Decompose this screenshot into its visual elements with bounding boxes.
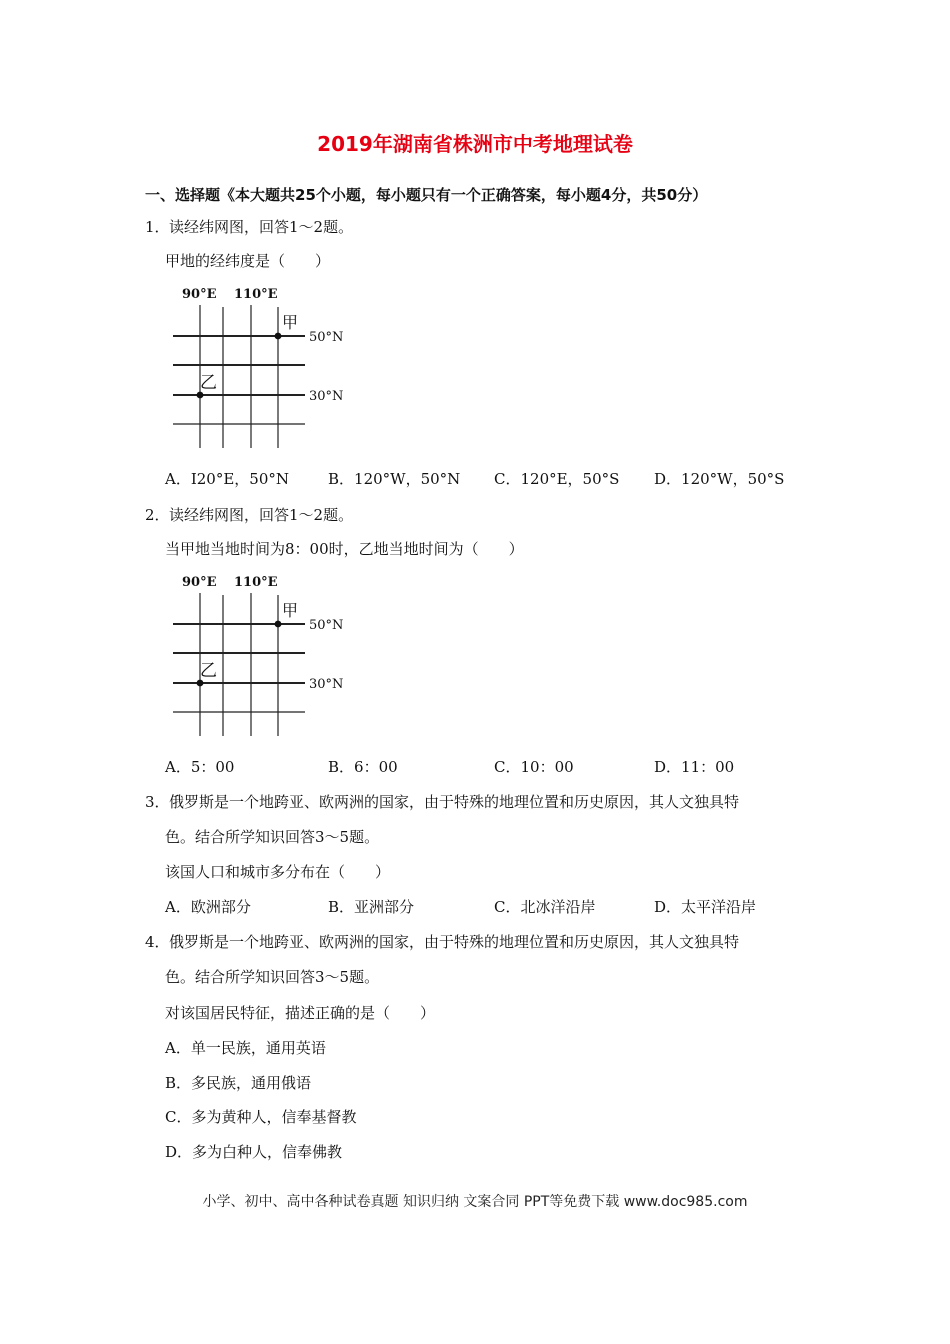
q1-number: 1． — [145, 218, 170, 236]
q4-stem-line2: 色。结合所学知识回答3～5题。 — [165, 968, 380, 986]
q1-option-c[interactable]: C．120°E，50°S — [494, 470, 620, 488]
point-jia — [275, 621, 282, 628]
q3-option-d[interactable]: D．太平洋沿岸 — [654, 898, 757, 916]
q1-option-a[interactable]: A．I20°E，50°N — [165, 470, 290, 488]
section-heading: 一、选择题《本大题共25个小题，每小题只有一个正确答案，每小题4分，共50分） — [145, 186, 708, 204]
lon-label-90: 90°E — [182, 287, 217, 302]
label-jia: 甲 — [282, 601, 299, 620]
q2-option-d[interactable]: D．11：00 — [654, 758, 735, 776]
page-title: 2019年湖南省株洲市中考地理试卷 — [317, 132, 633, 156]
q2-option-a[interactable]: A．5：00 — [165, 758, 235, 776]
q3-stem-line2: 色。结合所学知识回答3～5题。 — [165, 828, 380, 846]
lon-label-110: 110°E — [234, 287, 278, 302]
q3-option-a[interactable]: A．欧洲部分 — [165, 898, 251, 916]
q2-option-b[interactable]: B．6：00 — [328, 758, 398, 776]
label-jia: 甲 — [282, 313, 299, 332]
lat-label-30: 30°N — [309, 677, 344, 692]
q1-option-d[interactable]: D．120°W，50°S — [654, 470, 785, 488]
q3-option-b[interactable]: B．亚洲部分 — [328, 898, 415, 916]
lon-label-110: 110°E — [234, 575, 278, 590]
q3-sub: 该国人口和城市多分布在（ ） — [165, 863, 391, 881]
q2-sub: 当甲地当地时间为8：00时，乙地当地时间为（ ） — [165, 540, 524, 558]
q3-stem-line1: 俄罗斯是一个地跨亚、欧两洲的国家，由于特殊的地理位置和历史原因，其人文独具特 — [169, 793, 740, 811]
graticule-map-1 — [170, 283, 360, 453]
q2-stem: 读经纬网图，回答1～2题。 — [169, 506, 354, 524]
q3-number: 3． — [145, 793, 170, 811]
q3-option-c[interactable]: C．北冰洋沿岸 — [494, 898, 596, 916]
graticule-map-2 — [170, 571, 360, 741]
q2-option-c[interactable]: C．10：00 — [494, 758, 574, 776]
page-footer: 小学、初中、高中各种试卷真题 知识归纳 文案合同 PPT等免费下载 www.doc985.com — [202, 1194, 748, 1210]
q1-stem: 读经纬网图，回答1～2题。 — [169, 218, 354, 236]
q1-sub: 甲地的经纬度是（ ） — [165, 252, 331, 270]
q4-sub: 对该国居民特征，描述正确的是（ ） — [165, 1004, 436, 1022]
point-jia — [275, 333, 282, 340]
q4-option-d[interactable]: D．多为白种人，信奉佛教 — [165, 1143, 343, 1161]
lat-label-50: 50°N — [309, 330, 344, 345]
q1-option-b[interactable]: B．120°W，50°N — [328, 470, 461, 488]
q4-option-a[interactable]: A．单一民族，通用英语 — [165, 1039, 326, 1057]
q2-number: 2． — [145, 506, 170, 524]
q4-number: 4． — [145, 933, 170, 951]
label-yi: 乙 — [200, 661, 217, 681]
q4-option-b[interactable]: B．多民族，通用俄语 — [165, 1074, 312, 1092]
q4-stem-line1: 俄罗斯是一个地跨亚、欧两洲的国家，由于特殊的地理位置和历史原因，其人文独具特 — [169, 933, 740, 951]
lat-label-50: 50°N — [309, 618, 344, 633]
lat-label-30: 30°N — [309, 389, 344, 404]
label-yi: 乙 — [200, 373, 217, 393]
q4-option-c[interactable]: C．多为黄种人，信奉基督教 — [165, 1108, 357, 1126]
lon-label-90: 90°E — [182, 575, 217, 590]
